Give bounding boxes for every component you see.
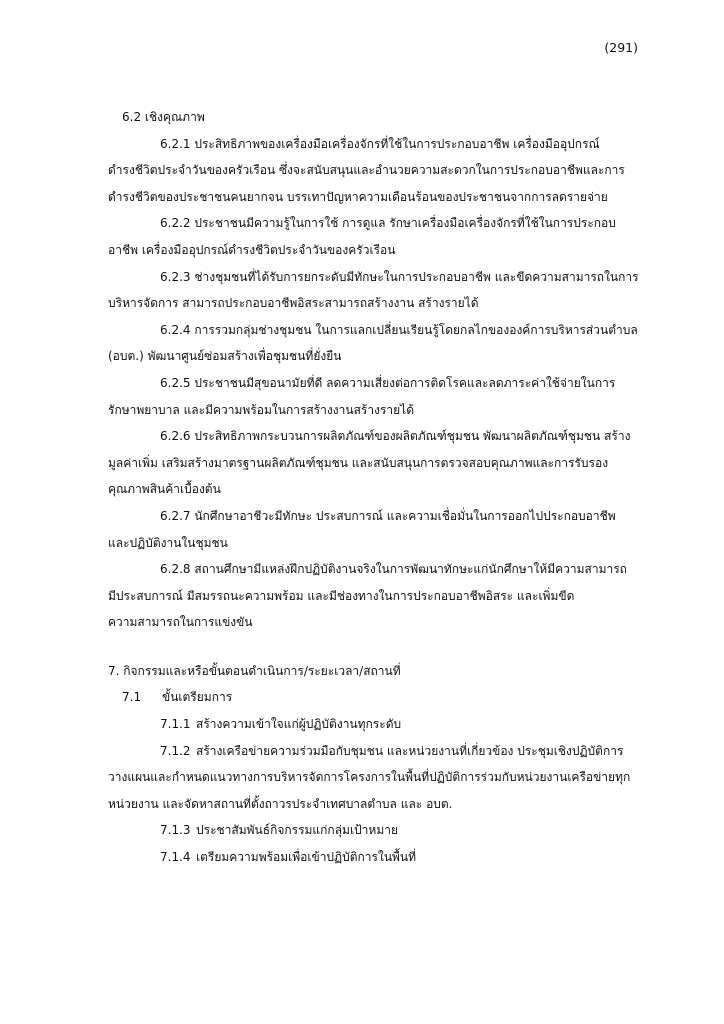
section-6-2-line: รักษาพยาบาล และมีความพร้อมในการสร้างงานสร้างรายได้ xyxy=(108,402,414,417)
section-6-2-line: อาชีพ เครื่องมืออุปกรณ์ดำรงชีวิตประจำวันของครัวเรือน xyxy=(108,242,396,257)
section-6-2-line: มูลค่าเพิ่ม เสริมสร้างมาตรฐานผลิตภัณฑ์ชุมชน และสนับสนุนการตรวจสอบคุณภาพและการรับรอง xyxy=(108,455,609,470)
section-7-line xyxy=(108,764,640,791)
section-6-2-line: 6.2.7 นักศึกษาอาชีวะมีทักษะ ประสบการณ์ และความเชื่อมั่นในการออกไปประกอบอาชีพ xyxy=(160,508,616,523)
section-6-2-line: และปฏิบัติงานในชุมชน xyxy=(108,535,228,550)
section-6-2-line: ดำรงชีวิตประจำวันของครัวเรือน ซึ่งจะสนับสนุนและอำนวยความสะดวกในการประกอบอาชีพและการ xyxy=(108,163,625,178)
section-6-2-line: ความสามารถในการแข่งขัน xyxy=(108,615,253,630)
section-6-2-line: 6.2.2 ประชาชนมีความรู้ในการใช้ การดูแล รักษาเครื่องมือเครื่องจักรที่ใช้ในการประกอบ xyxy=(160,216,616,231)
section-7-body xyxy=(108,711,640,871)
section-6-2-line: 6.2.5 ประชาชนมีสุขอนามัยที่ดี ลดความเสี่ยงต่อการติดโรคและลดภาระค่าใช้จ่ายในการ xyxy=(160,375,616,390)
section-6-2-line: คุณภาพสินค้าเบื้องต้น xyxy=(108,482,221,497)
section-6-2-heading: 6.2 เชิงคุณภาพ xyxy=(122,110,205,124)
section-6-2-line: (อบต.) พัฒนาศูนย์ซ่อมสร้างเพื่อชุมชนที่ยั่งยืน xyxy=(108,349,342,364)
item-number: 7.1.4 xyxy=(160,850,191,865)
section-6-2-line: ดำรงชีวิตของประชาชนคนยากจน บรรเทาปัญหาความเดือนร้อนของประชาชนจากการลดรายจ่าย xyxy=(108,189,608,204)
section-7-line xyxy=(108,791,640,818)
section-6-2-line: 6.2.3 ช่างชุมชนที่ได้รับการยกระดับมีทักษะในการประกอบอาชีพ และขีดความสามารถในการ xyxy=(160,269,639,284)
step-7-1 xyxy=(108,684,640,711)
section-6-2-line: บริหารจัดการ สามารถประกอบอาชีพอิสระสามารถสร้างงาน สร้างรายได้ xyxy=(108,296,479,311)
section-7-heading: 7. กิจกรรมและหรือขั้นตอนดำเนินการ/ระยะเวลา/สถานที่ xyxy=(108,663,401,678)
section-6-2-line: มีประสบการณ์ มีสมรรถนะความพร้อม และมีช่องทางในการประกอบอาชีพอิสระ และเพิ่มขีด xyxy=(108,588,575,603)
item-text: เตรียมความพร้อมเพื่อเข้าปฏิบัติการในพื้นที่ xyxy=(196,850,417,865)
item-text: หน่วยงาน และจัดหาสถานที่ตั้งถาวรประจำเทศบาลตำบล และ อบต. xyxy=(108,796,453,811)
item-text: สร้างความเข้าใจแก่ผู้ปฏิบัติงานทุกระดับ xyxy=(196,717,402,732)
item-number: 7.1.1 xyxy=(160,717,191,732)
page-content xyxy=(108,104,640,871)
item-text: วางแผนและกำหนดแนวทางการบริหารจัดการโครงการในพื้นที่ปฏิบัติการร่วมกับหน่วยงานเครือข่ายทุก xyxy=(108,770,631,785)
section-6-2-line: 6.2.1 ประสิทธิภาพของเครื่องมือเครื่องจักรที่ใช้ในการประกอบอาชีพ เครื่องมืออุปกรณ์ xyxy=(160,136,600,151)
section-6-2-body xyxy=(108,131,640,636)
step-7-1-label: ขั้นเตรียมการ xyxy=(162,690,233,705)
page-number: (291) xyxy=(604,40,638,55)
section-7-line xyxy=(108,817,640,844)
section-7-line xyxy=(108,844,640,871)
section-6-2-line: 6.2.4 การรวมกลุ่มช่างชุมชน ในการแลกเปลี่ยนเรียนรู้โดยกลไกขององค์การบริหารส่วนตำบล xyxy=(160,322,638,337)
section-7-line xyxy=(108,711,640,738)
step-7-1-number: 7.1 xyxy=(122,690,142,705)
item-text: สร้างเครือข่ายความร่วมมือกับชุมชน และหน่วยงานที่เกี่ยวข้อง ประชุมเชิงปฏิบัติการ xyxy=(196,743,624,758)
section-6-2-line: 6.2.6 ประสิทธิภาพกระบวนการผลิตภัณฑ์ของผลิตภัณฑ์ชุมชน พัฒนาผลิตภัณฑ์ชุมชน สร้าง xyxy=(160,429,631,444)
item-number: 7.1.2 xyxy=(160,743,191,758)
item-number: 7.1.3 xyxy=(160,823,191,838)
section-7-line xyxy=(108,738,640,765)
section-6-2-line: 6.2.8 สถานศึกษามีแหล่งฝึกปฏิบัติงานจริงในการพัฒนาทักษะแก่นักศึกษาให้มีความสามารถ xyxy=(160,562,627,577)
item-text: ประชาสัมพันธ์กิจกรรมแก่กลุ่มเป้าหมาย xyxy=(196,823,399,838)
